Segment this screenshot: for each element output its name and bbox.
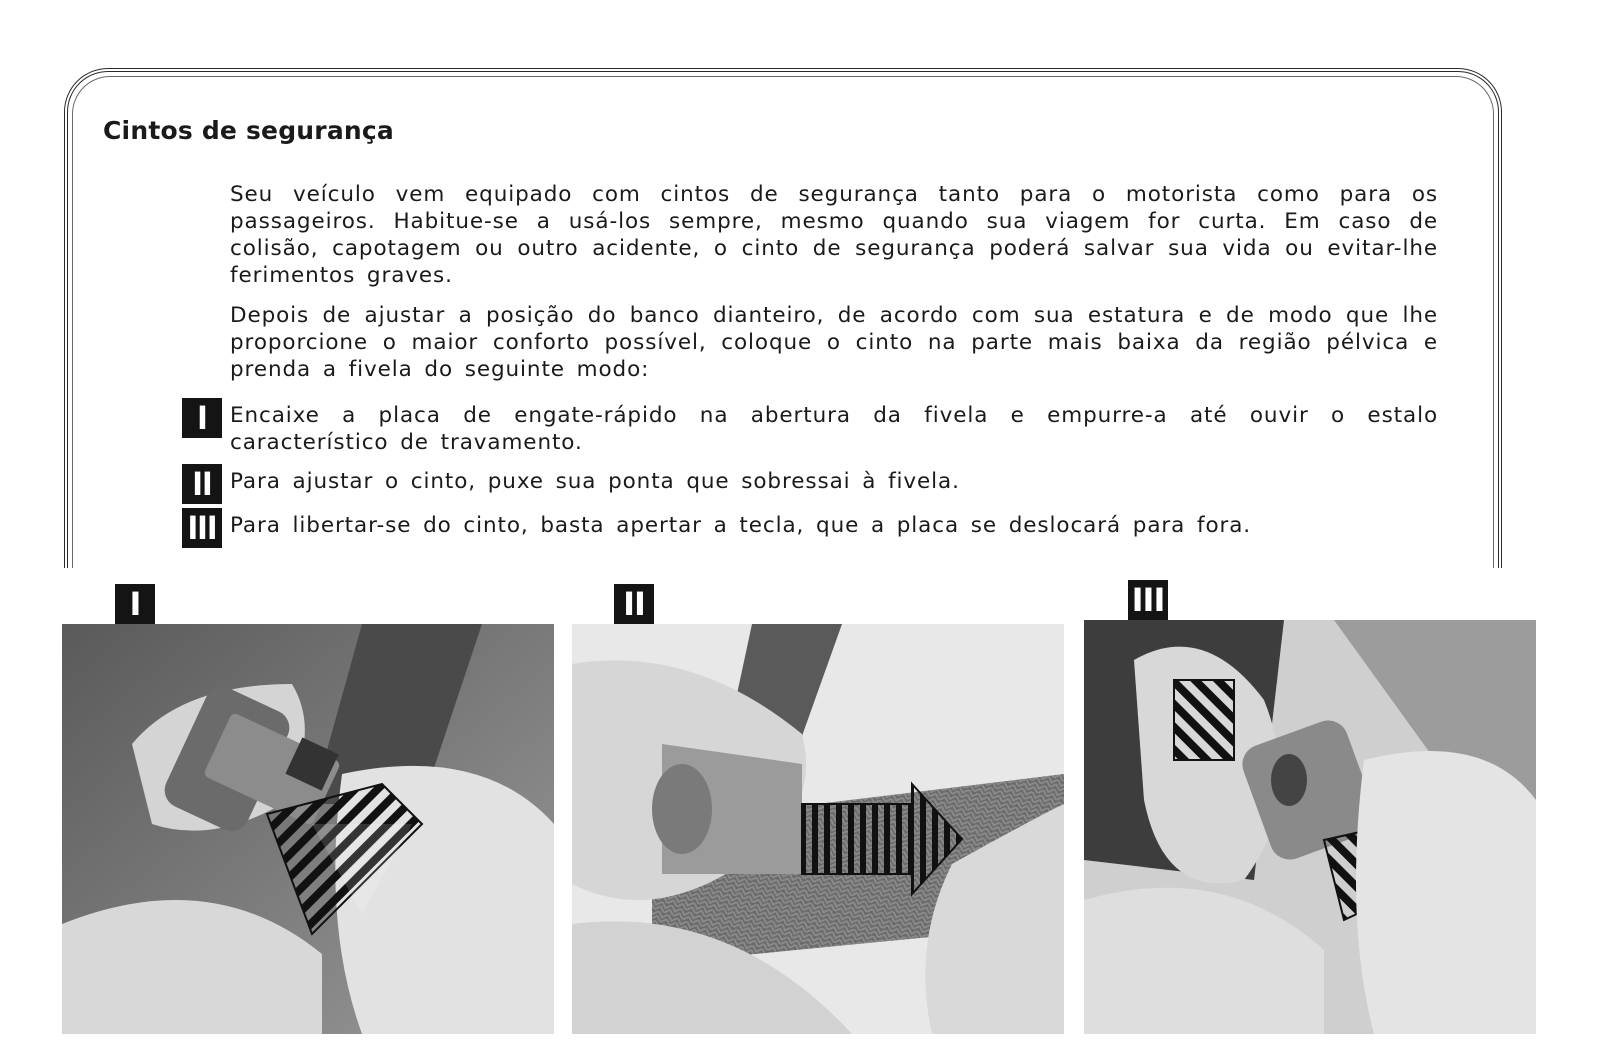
photo-illustration bbox=[1084, 620, 1536, 1034]
intro-paragraph: Seu veículo vem equipado com cintos de segurança tanto para o motorista como para os passageiros. Habitue-se a usá-los sempre, mesmo quando sua viagem for curta. Em caso de colisão, capotagem ou outro acidente, o cinto de segurança poderá salvar sua vida ou evitar-lhe ferimentos graves. bbox=[230, 182, 1438, 288]
figure-photo-releasing bbox=[1084, 620, 1536, 1034]
step-text: Para ajustar o cinto, puxe sua ponta que sobressai à fivela. bbox=[230, 469, 960, 494]
step-text: Encaixe a placa de engate-rápido na abertura da fivela e empurre-a até ouvir o estalo característico de travamento. bbox=[230, 403, 1438, 455]
figure-marker: III bbox=[1128, 580, 1168, 620]
photo-illustration bbox=[572, 624, 1064, 1034]
figure-marker: I bbox=[115, 584, 155, 624]
step-marker: I bbox=[182, 398, 222, 438]
step-item bbox=[182, 508, 1438, 548]
step-text: Para libertar-se do cinto, basta apertar a tecla, que a placa se deslocará para fora. bbox=[230, 513, 1252, 538]
section-title: Cintos de segurança bbox=[103, 116, 394, 145]
step-item bbox=[182, 464, 1438, 504]
photo-illustration bbox=[62, 624, 554, 1034]
figure-photo-fastening bbox=[62, 624, 554, 1034]
instruction-paragraph: Depois de ajustar a posição do banco dianteiro, de acordo com sua estatura e de modo que lhe proporcione o maior conforto possível, coloque o cinto na parte mais baixa da região pélvica e prenda a fivela do seguinte modo: bbox=[230, 303, 1438, 382]
figure-marker: II bbox=[614, 584, 654, 624]
step-item bbox=[182, 398, 1438, 456]
step-marker: II bbox=[182, 464, 222, 504]
step-marker: III bbox=[182, 508, 222, 548]
figure-photo-adjusting bbox=[572, 624, 1064, 1034]
